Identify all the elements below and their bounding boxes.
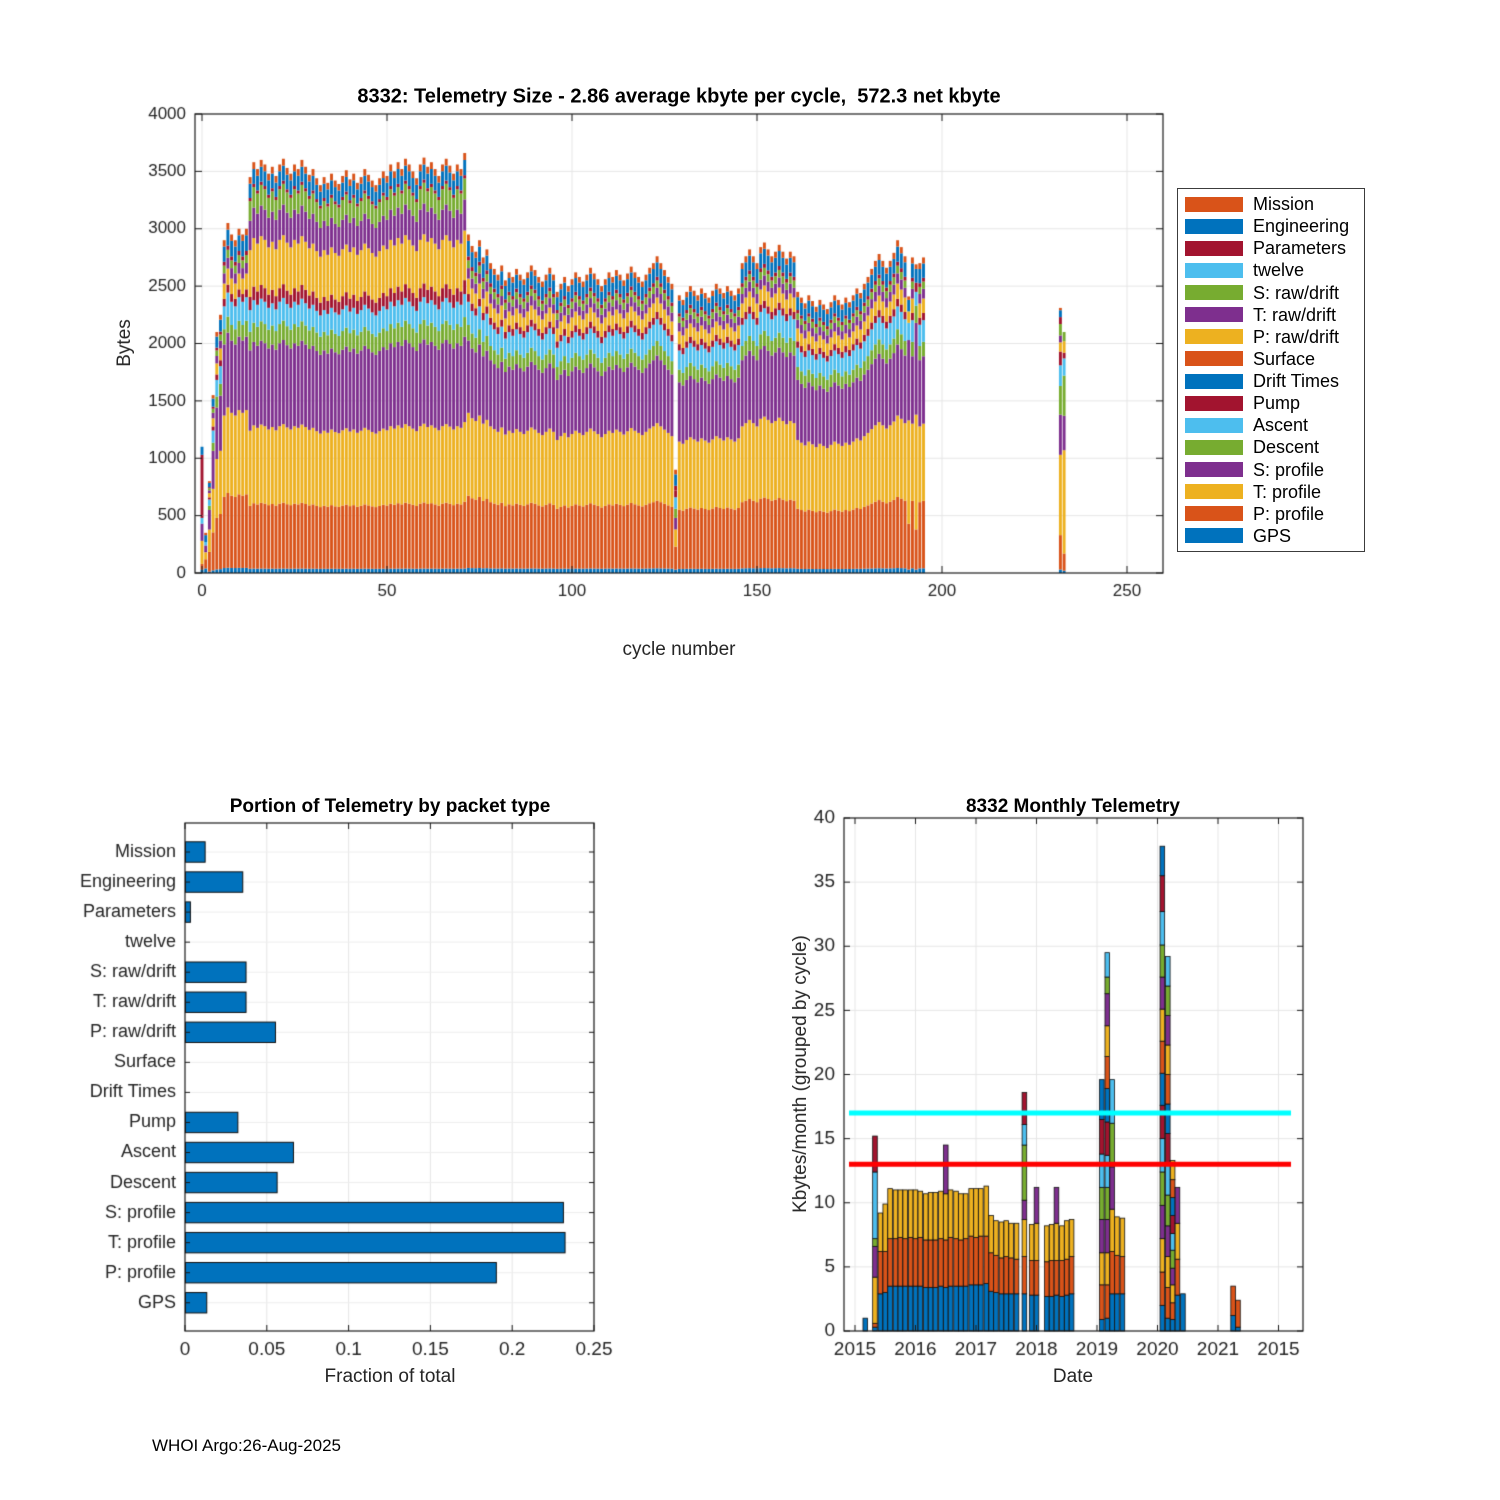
legend-swatch [1185, 396, 1243, 411]
legend-label: S: profile [1253, 459, 1325, 480]
portion-xlabel: Fraction of total [324, 1366, 456, 1387]
legend-label: Engineering [1253, 216, 1350, 237]
legend-label: twelve [1253, 260, 1305, 281]
legend-item [1178, 371, 1364, 391]
legend-item [1178, 260, 1364, 280]
legend-label: Mission [1253, 194, 1315, 215]
monthly-ylabel: Kbytes/month (grouped by cycle) [790, 935, 811, 1213]
legend-swatch [1185, 440, 1243, 455]
legend-swatch [1185, 374, 1243, 389]
legend-label: GPS [1253, 525, 1292, 546]
footer-text: WHOI Argo:26-Aug-2025 [152, 1436, 341, 1455]
legend-swatch [1185, 484, 1243, 499]
legend-item [1178, 349, 1364, 369]
portion-title: Portion of Telemetry by packet type [229, 796, 551, 817]
legend-label: T: profile [1253, 481, 1322, 502]
telemetry-size-title: 8332: Telemetry Size - 2.86 average kbyte per cycle, 572.3 net kbyte [357, 85, 1001, 108]
legend-label: P: profile [1253, 503, 1325, 524]
legend-label: Parameters [1253, 238, 1347, 259]
legend-swatch [1185, 462, 1243, 477]
legend-swatch [1185, 418, 1243, 433]
legend-item [1178, 437, 1364, 457]
legend-swatch [1185, 241, 1243, 256]
legend-item [1178, 216, 1364, 236]
legend-item [1178, 194, 1364, 214]
legend-swatch [1185, 285, 1243, 300]
legend-label: Pump [1253, 393, 1301, 414]
legend-item [1178, 482, 1364, 502]
monthly-xlabel: Date [1052, 1366, 1094, 1387]
telemetry-size-xlabel: cycle number [622, 639, 736, 660]
legend-label: Descent [1253, 437, 1320, 458]
legend-swatch [1185, 197, 1243, 212]
legend-label: Surface [1253, 348, 1316, 369]
legend-item [1178, 327, 1364, 347]
legend-swatch [1185, 528, 1243, 543]
legend-item [1178, 415, 1364, 435]
legend [1177, 188, 1365, 552]
legend-swatch [1185, 263, 1243, 278]
legend-item [1178, 526, 1364, 546]
legend-label: T: raw/drift [1253, 304, 1337, 325]
legend-item [1178, 504, 1364, 524]
legend-swatch [1185, 219, 1243, 234]
legend-swatch [1185, 329, 1243, 344]
legend-item [1178, 238, 1364, 258]
legend-label: Ascent [1253, 415, 1309, 436]
legend-item [1178, 283, 1364, 303]
legend-swatch [1185, 506, 1243, 521]
telemetry-size-ylabel: Bytes [114, 319, 135, 367]
legend-swatch [1185, 351, 1243, 366]
legend-item [1178, 460, 1364, 480]
legend-item [1178, 393, 1364, 413]
legend-swatch [1185, 307, 1243, 322]
legend-label: S: raw/drift [1253, 282, 1340, 303]
monthly-title: 8332 Monthly Telemetry [965, 796, 1181, 817]
legend-item [1178, 305, 1364, 325]
legend-label: P: raw/drift [1253, 326, 1340, 347]
legend-label: Drift Times [1253, 371, 1340, 392]
